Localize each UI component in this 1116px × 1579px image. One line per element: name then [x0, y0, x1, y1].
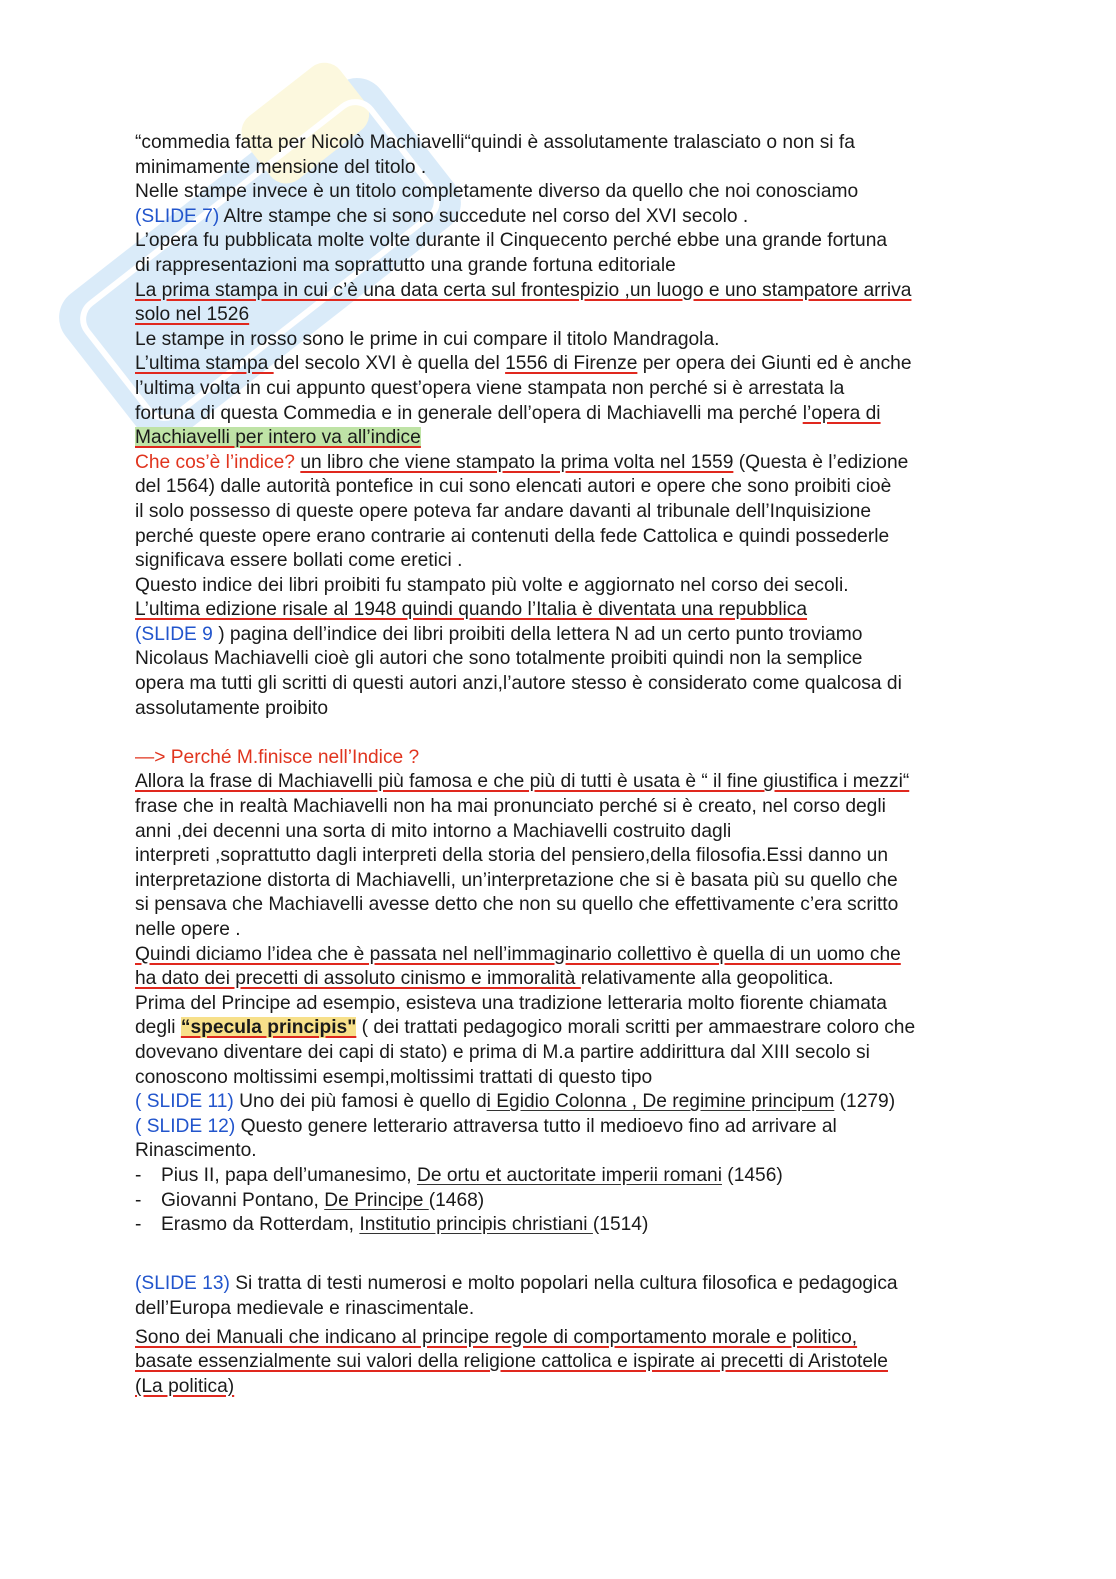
slide-ref: (SLIDE 7) — [135, 205, 220, 227]
slide-ref: (SLIDE 9 — [135, 623, 213, 645]
paragraph: L’ultima edizione risale al 1948 quindi quando l’Italia è diventata una repubblica — [135, 599, 808, 621]
paragraph: Le stampe in rosso sono le prime in cui compare il titolo Mandragola. — [135, 328, 720, 350]
paragraph: ( SLIDE 11) Uno dei più famosi è quello di Egidio Colonna , De regimine principum (1279) — [135, 1091, 896, 1113]
paragraph: Sono dei Manuali che indicano al principe regole di comportamento morale e politico, basate essenzialmente sui valori della religione cattolica e ispirate ai precetti di Aristotele (La politica) — [135, 1326, 888, 1397]
paragraph: Allora la frase di Machiavelli più famosa e che più di tutti è usata è “ il fine giustifica i mezzi“ frase che in realtà Machiavelli non ha mai pronunciato perché si è creato, nel corso degli anni ,dei decenni una sorta di mito intorno a Machiavelli costruito dagli interpreti ,soprattutto dagli interpreti della storia del pensiero,della filosofia.Essi danno un interpretazione distorta di Machiavelli, un’interpretazione che si è basata più su quello che si pensava che Machiavelli avesse detto che non su quello che effettivamente c’era scritto nelle opere . — [135, 771, 910, 940]
paragraph: ( SLIDE 12) Questo genere letterario attraversa tutto il medioevo fino ad arrivare al Rinascimento. — [135, 1115, 837, 1162]
highlight: “specula principis" — [180, 1017, 357, 1039]
works-list — [135, 1164, 980, 1238]
paragraph: Che cos’è l’indice? un libro che viene stampato la prima volta nel 1559 (Questa è l’edizione del 1564) dalle autorità pontefice in cui sono elencati autori e opere che sono proibiti cioè il solo possesso di queste opere poteva far andare davanti al tribunale dell’Inquisizione perché queste opere erano contrarie ai contenuti della fede Cattolica e quindi possederle significava essere bollati come eretici . — [135, 451, 909, 572]
highlight: Machiavelli per intero va all’indice — [135, 427, 421, 449]
paragraph: L’opera fu pubblicata molte volte durante il Cinquecento perché ebbe una grande fortuna di rappresentazioni ma soprattutto una grande fortuna editoriale — [135, 230, 888, 276]
list-item: - Erasmo da Rotterdam, Institutio principis christiani (1514) — [135, 1214, 649, 1236]
paragraph: Quindi diciamo l’idea che è passata nel nell’immaginario collettivo è quella di un uomo che ha dato dei precetti di assoluto cinismo e immoralità relativamente alla geopolitica. — [135, 943, 901, 990]
question: Che cos’è l’indice? — [135, 451, 301, 473]
paragraph: (SLIDE 9 ) pagina dell’indice dei libri proibiti della lettera N ad un certo punto troviamo Nicolaus Machiavelli cioè gli autori che sono totalmente proibiti quindi non la semplice opera ma tutti gli scritti di questi autori anzi,l’autore stesso è considerato come qualcosa di assolutamente proibito — [135, 623, 902, 719]
paragraph: La prima stampa in cui c’è una data certa sul frontespizio ,un luogo e uno stampatore arriva solo nel 1526 — [135, 279, 912, 326]
paragraph: Nelle stampe invece è un titolo completamente diverso da quello che noi conosciamo — [135, 181, 859, 203]
slide-ref: ( SLIDE 11) — [135, 1091, 234, 1113]
paragraph: Questo indice dei libri proibiti fu stampato più volte e aggiornato nel corso dei secoli. — [135, 574, 849, 596]
slide-ref: (SLIDE 13) — [135, 1273, 230, 1295]
paragraph: L’ultima stampa del secolo XVI è quella del 1556 di Firenze per opera dei Giunti ed è anche l’ultima volta in cui appunto quest’opera viene stampata non perché si è arrestata la fortuna di questa Commedia e in generale dell’opera di Machiavelli ma perché l’opera di Machiavelli per intero va all’indice — [135, 353, 912, 449]
document-page — [135, 131, 980, 1399]
slide-ref: ( SLIDE 12) — [135, 1115, 236, 1137]
paragraph: (SLIDE 7) Altre stampe che si sono succedute nel corso del XVI secolo . — [135, 205, 749, 227]
list-item: - Giovanni Pontano, De Principe (1468) — [135, 1189, 485, 1211]
paragraph: “commedia fatta per Nicolò Machiavelli“quindi è assolutamente tralasciato o non si fa minimamente mensione del titolo . — [135, 132, 855, 178]
list-item: - Pius II, papa dell’umanesimo, De ortu et auctoritate imperii romani (1456) — [135, 1164, 783, 1186]
paragraph: Prima del Principe ad esempio, esisteva una tradizione letteraria molto fiorente chiamata degli “specula principis" ( dei trattati pedagogico morali scritti per ammaestrare coloro che dovevano diventare dei capi di stato) e prima di M.a partire addirittura dal XIII secolo si conoscono moltissimi esempi,moltissimi trattati di questo tipo — [135, 992, 916, 1088]
section-question: —> Perché M.finisce nell’Indice ? — [135, 746, 420, 768]
paragraph: (SLIDE 13) Si tratta di testi numerosi e molto popolari nella cultura filosofica e pedagogica dell’Europa medievale e rinascimentale. — [135, 1273, 898, 1319]
